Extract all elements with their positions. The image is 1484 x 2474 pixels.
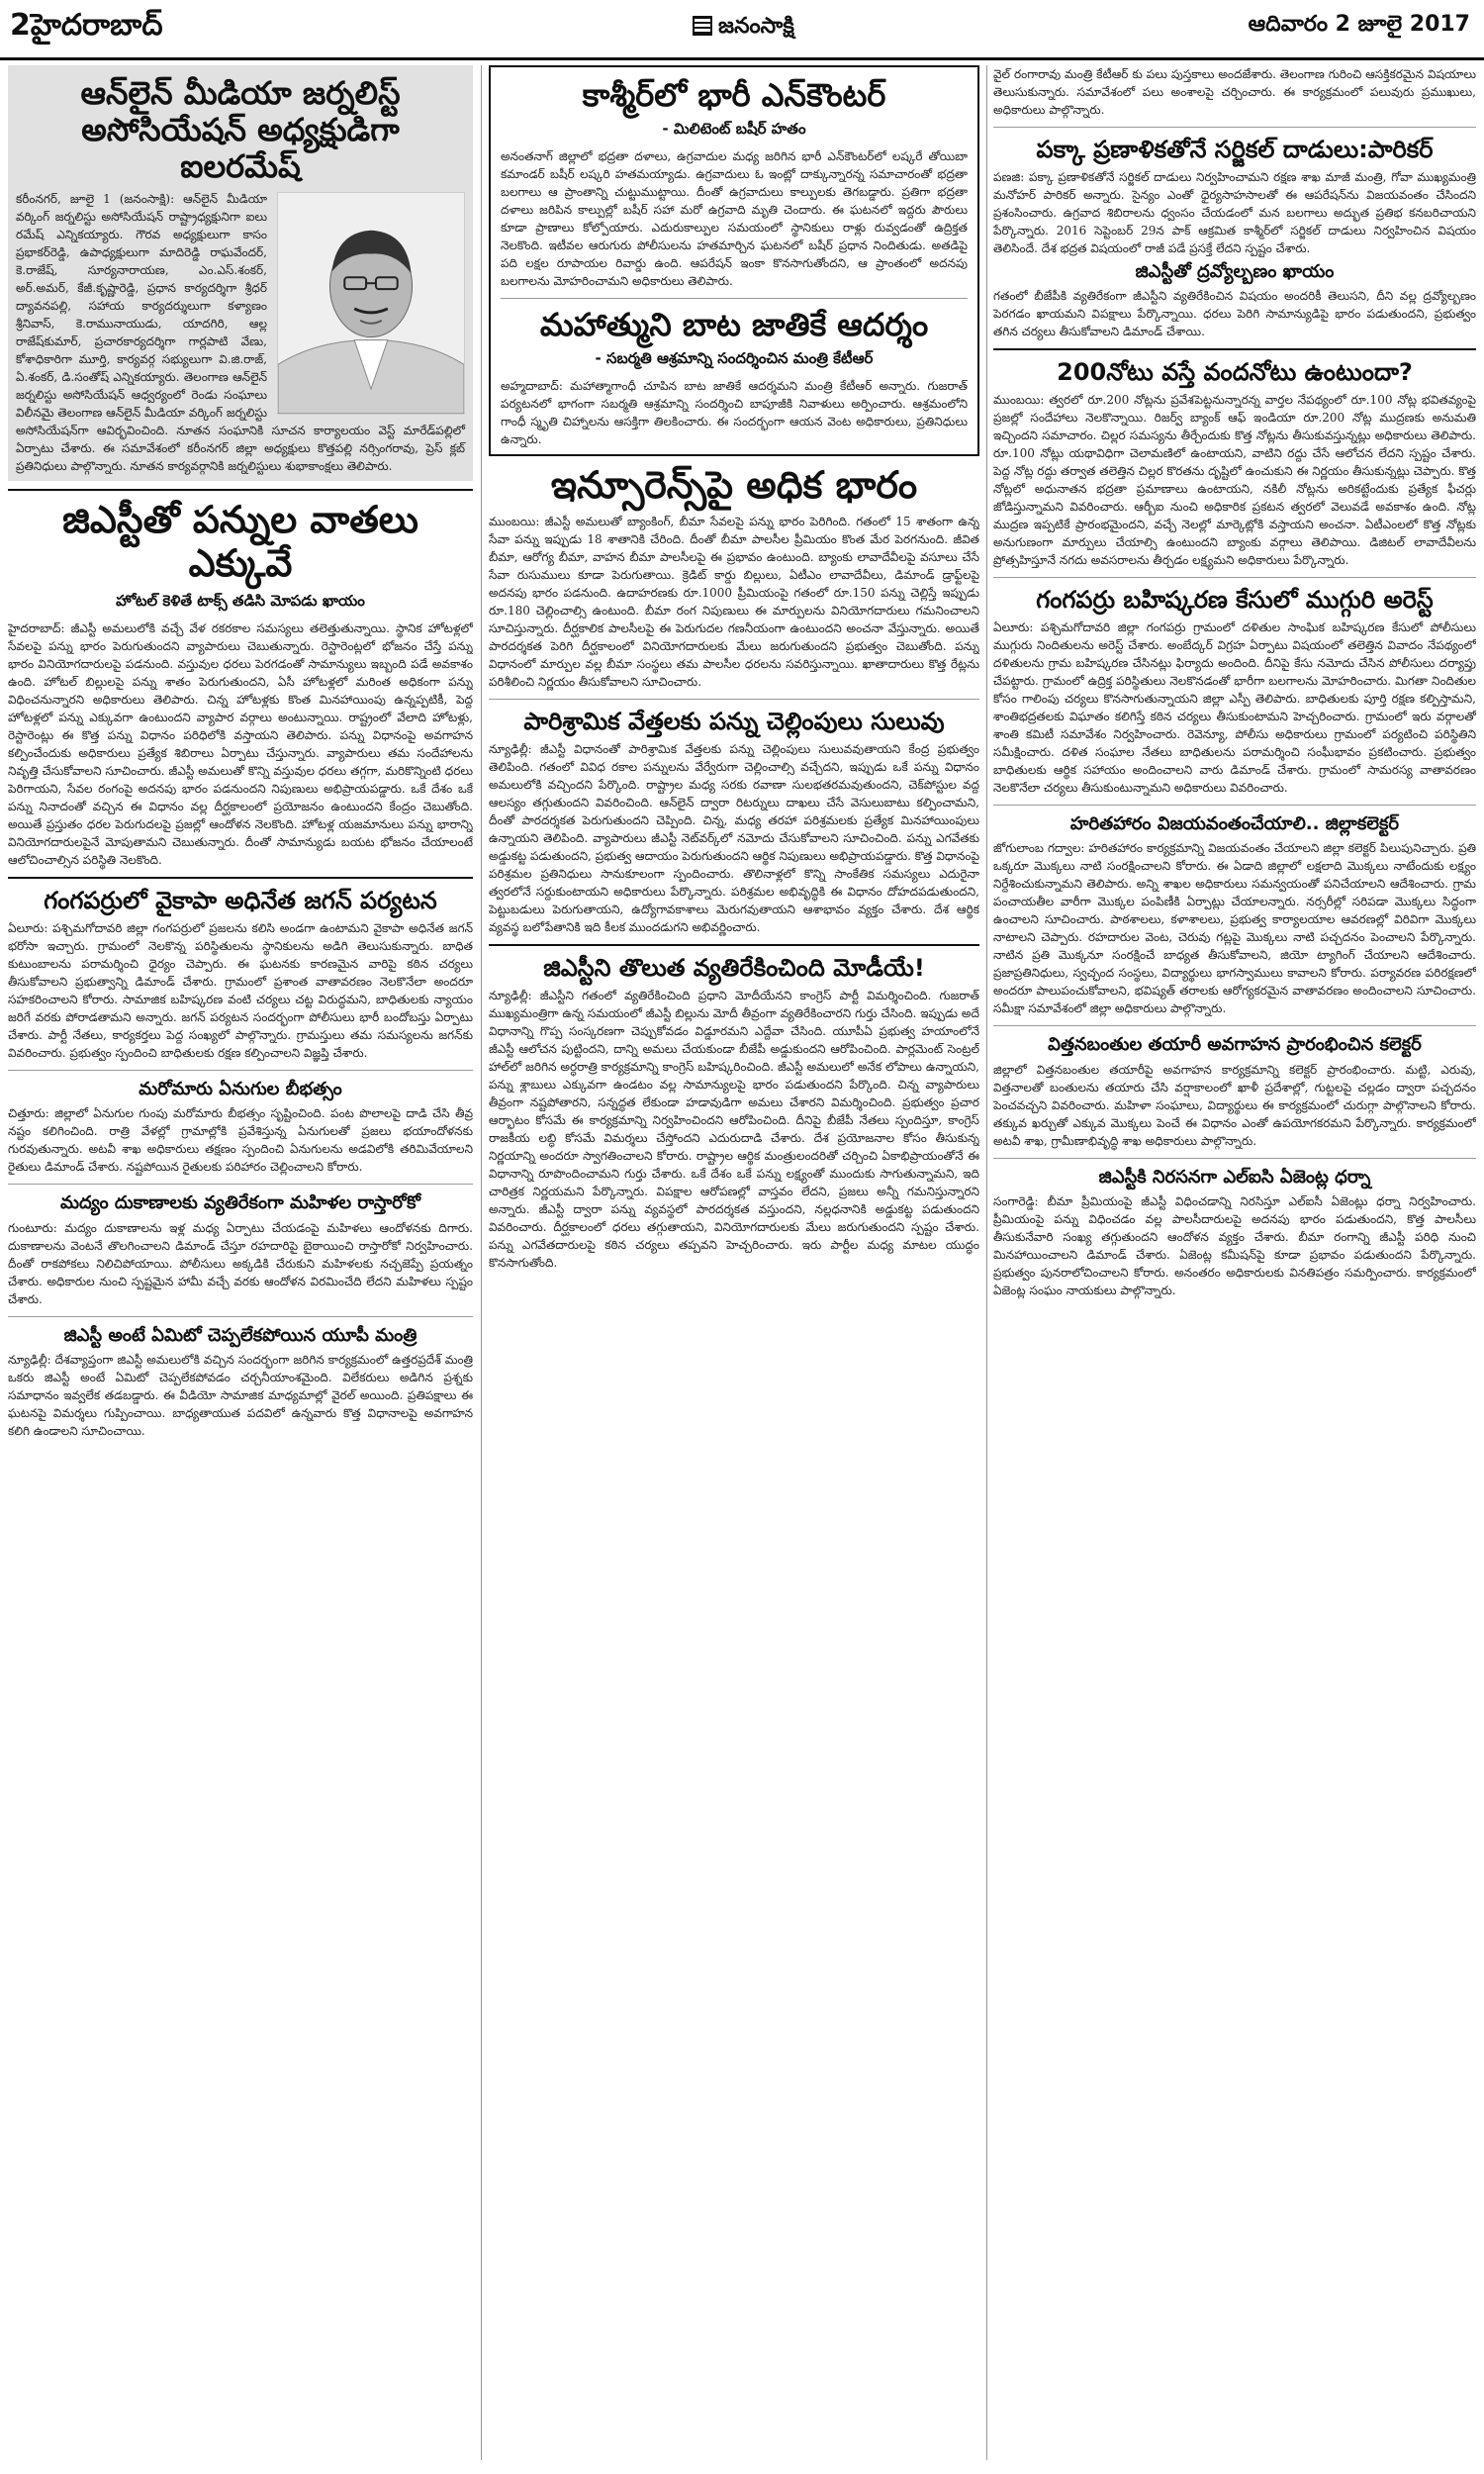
divider <box>8 1184 473 1185</box>
article-ramesh <box>8 65 473 481</box>
headline: జిఎస్టీతో పన్నుల వాతలు ఎక్కువే <box>62 498 418 586</box>
article-200-note <box>993 358 1476 569</box>
headline: గంగపర్రు బహిష్కరణ కేసులో ముగ్గురి అరెస్ట్ <box>1036 586 1434 615</box>
headline: జిఎస్టీకి నిరసనగా ఎల్ఐసి ఏజెంట్ల ధర్నా <box>1098 1166 1371 1188</box>
headline: పారిశ్రామిక వేత్తలకు పన్ను చెల్లింపులు సులువు <box>523 708 945 736</box>
article-body: గుంటూరు: మద్యం దుకాణాలను ఇళ్ల మధ్య ఏర్పాటు చేయడంపై మహిళలు ఆందోళనకు దిగారు. దుకాణాలను వెంటనే తొలగించాలని డిమాండ్ చేస్తూ రహదారిపై బైఠాయించి రాస్తారోకో నిర్వహించారు. దీంతో రాకపోకలు నిలిచిపోయాయి. పోలీసులు అక్కడికి చేరుకుని మహిళలకు నచ్చజెప్పే ప్రయత్నం చేశారు. అధికారుల నుంచి స్పష్టమైన హామీ వచ్చే వరకు ఆందోళన విరమించేది లేదని మహిళలు స్పష్టం చేశారు. <box>8 1220 473 1306</box>
paper-name-text: జనంసాక్షి <box>718 14 794 39</box>
portrait-image <box>278 193 464 414</box>
paper-logo-icon <box>693 16 712 36</box>
divider <box>501 298 968 299</box>
article-body: సంగారెడ్డి: బీమా ప్రీమియంపై జీఎస్టీ విధించడాన్ని నిరసిస్తూ ఎల్ఐసీ ఏజెంట్లు ధర్నా నిర్వహించారు. ప్రీమియంపై పన్ను విధించడం వల్ల పాలసీదారులపై అదనపు భారం పడుతుందని, కొత్త పాలసీలు తీసుకునేవారి సంఖ్య తగ్గుతుందని ఆందోళన వ్యక్తం చేశారు. బీమా రంగాన్ని జీఎస్టీ పరిధి నుంచి మినహాయించాలని డిమాండ్ చేశారు. ఏజెంట్ల కమీషన్‌పై కూడా ప్రభావం పడుతుందని పేర్కొన్నారు. ప్రభుత్వం పునరాలోచించాలని కోరారు. అనంతరం అధికారులకు వినతిపత్రం సమర్పించారు. కార్యక్రమంలో ఏజెంట్ల సంఘం నాయకులు పాల్గొన్నారు. <box>993 1194 1476 1298</box>
right-column <box>993 65 1476 2460</box>
headline: పక్కా ప్రణాళికతోనే సర్జికల్ దాడులు:పారికర్ <box>1036 136 1434 163</box>
article-body: వైల్ రంగారావు మంత్రి కేటీఆర్ కు పలు పుస్తకాలు అందజేశారు. తెలంగాణ గురించి ఆసక్తికరమైన విషయాలు తెలుసుకున్నారు. సమావేశంలో పలు అంశాలపై చర్చించారు. ఈ కార్యక్రమంలో పలువురు ప్రముఖులు, అధికారులు పాల్గొన్నారు. <box>993 67 1476 117</box>
article-modi-gst <box>489 954 979 1272</box>
article-industry <box>489 708 979 936</box>
article-body: న్యూఢిల్లీ: జీఎస్టీని గతంలో వ్యతిరేకించింది ప్రధాని మోదీయేనని కాంగ్రెస్ పార్టీ విమర్శించింది. గుజరాత్ ముఖ్యమంత్రిగా ఉన్న సమయంలో జీఎస్టీ బిల్లును మోదీ తీవ్రంగా వ్యతిరేకించారని గుర్తు చేసింది. ఇప్పుడు అదే విధానాన్ని గొప్ప సంస్కరణగా చెప్పుకోవడం విడ్డూరమని ఎద్దేవా చేసింది. యూపీఏ ప్రభుత్వ హయాంలోనే జీఎస్టీ ఆలోచన పుట్టిందని, దాన్ని అమలు చేయకుండా బీజేపీ అడ్డుకుందని ఆరోపించింది. పార్లమెంట్ సెంట్రల్ హాల్‌లో జరిగిన అర్ధరాత్రి కార్యక్రమాన్ని కాంగ్రెస్ బహిష్కరించింది. జీఎస్టీ అమలులో అనేక లోపాలు ఉన్నాయని, పన్ను శ్లాబులు ఎక్కువగా ఉండటం వల్ల సామాన్యులపై భారం పడుతుందని పేర్కొంది. చిన్న వ్యాపారులు తీవ్రంగా నష్టపోతారని, సన్నద్ధత లేకుండా హడావుడిగా అమలు చేశారని విమర్శించింది. ప్రభుత్వం ప్రచార ఆర్భాటం కోసమే ఈ కార్యక్రమాన్ని నిర్వహించిందని ఆరోపించింది. దీనిపై బీజేపీ నేతలు స్పందిస్తూ, కాంగ్రెస్ రాజకీయ లబ్ధి కోసమే విమర్శలు చేస్తోందని ఎదురుదాడి చేశారు. దేశ ప్రయోజనాల కోసం తీసుకున్న నిర్ణయాన్ని అందరూ స్వాగతించాలని కోరారు. రాష్ట్రాల ఆర్థిక మంత్రులందరితో చర్చించి ఏకాభిప్రాయంతోనే ఈ విధానాన్ని రూపొందించామని గుర్తు చేశారు. ఒకే దేశం ఒకే పన్ను లక్ష్యంతో ముందుకు సాగుతున్నామని, ఇది చారిత్రక నిర్ణయమని పేర్కొన్నారు. విపక్షాల ఆరోపణల్లో వాస్తవం లేదని, ప్రజలు అన్నీ గమనిస్తున్నారని అన్నారు. జీఎస్టీ ద్వారా పన్ను వ్యవస్థలో పారదర్శకత వస్తుందని, నల్లధనానికి అడ్డుకట్ట పడుతుందని వివరించారు. దీర్ఘకాలంలో ధరలు తగ్గుతాయని, వినియోగదారులకు మేలు జరుగుతుందని స్పష్టం చేశారు. పన్ను ఎగవేతదారులపై కఠిన చర్యలు తప్పవని హెచ్చరించారు. ఇరు పార్టీల మధ్య మాటల యుద్ధం కొనసాగుతోంది. <box>489 988 979 1270</box>
page-label: 2హైదరాబాద్ <box>10 8 163 43</box>
divider <box>993 348 1476 350</box>
divider <box>993 577 1476 578</box>
headline: జిఎస్టీతో ద్రవ్యోల్బణం ఖాయం <box>1135 260 1335 282</box>
headline: మరోమారు ఏనుగుల బీభత్సం <box>139 1078 342 1099</box>
article-body: చిత్తూరు: జిల్లాలో ఏనుగుల గుంపు మరోమారు బీభత్సం సృష్టించింది. పంట పొలాలపై దాడి చేసి తీవ్ర నష్టం కలిగించింది. రాత్రి వేళల్లో గ్రామాల్లోకి ప్రవేశిస్తున్న ఏనుగులతో ప్రజలు భయాందోళనకు గురవుతున్నారు. అటవీ శాఖ అధికారులు తక్షణం స్పందించి ఏనుగులను అడవిలోకి తరిమివేయాలని రైతులు డిమాండ్ చేశారు. నష్టపోయిన రైతులకు పరిహారం చెల్లించాలని కోరారు. <box>8 1106 473 1175</box>
paper-name <box>693 14 794 44</box>
article-haritha-haram <box>993 813 1476 1018</box>
headline: 200నోటు వస్తే వందనోటు ఉంటుందా? <box>1057 358 1413 387</box>
article-body: జిల్లాలో విత్తనబంతుల తయారీపై అవగాహన కార్యక్రమాన్ని కలెక్టర్ ప్రారంభించారు. మట్టి, ఎరువు, విత్తనాలతో బంతులను తయారు చేసి వర్షాకాలంలో ఖాళీ ప్రదేశాల్లో, గుట్టలపై చల్లడం ద్వారా పచ్చదనం పెంచవచ్చని వివరించారు. మహిళా సంఘాలు, విద్యార్థులు ఈ కార్యక్రమంలో చురుగ్గా పాల్గొనాలని కోరారు. తక్కువ ఖర్చుతో ఎక్కువ మొక్కలు పెంచే ఈ విధానం ఎంతో ఉపయోగకరమని పేర్కొన్నారు. కార్యక్రమంలో అటవీ శాఖ, గ్రామీణాభివృద్ధి శాఖ అధికారులు పాల్గొన్నారు. <box>993 1062 1476 1148</box>
column-divider <box>986 65 987 2460</box>
article-body: హైదరాబాద్: జీఎస్టీ అమలులోకి వచ్చే వేళ రకరకాల సమస్యలు తలెత్తుతున్నాయి. స్థానిక హోటళ్లలో సేవలపై పన్ను భారం పెరుగుతుందని వ్యాపారులు చెబుతున్నారు. రెస్టారెంట్లలో భోజనం చేస్తే పన్ను భారం వినియోగదారులపై పడనుంది. వస్తువుల ధరలు పెరగడంతో సామాన్యులు ఇబ్బంది పడే అవకాశం ఉంది. హోటల్ బిల్లులపై పన్ను శాతం పెరుగుతుందని, ఏసీ హోటళ్లలో మరింత అధికంగా పన్ను విధించనున్నారని అధికారులు తెలిపారు. చిన్న హోటళ్లకు కొంత మినహాయింపు ఉన్నప్పటికీ, పెద్ద హోటళ్లలో పన్ను ఎక్కువగా ఉంటుందని వ్యాపార వర్గాలు అంటున్నాయి. రాష్ట్రంలో వేలాది హోటళ్లు, రెస్టారెంట్లు ఈ కొత్త పన్ను విధానం పరిధిలోకి వస్తాయని తెలిపారు. పన్ను విధానంపై అవగాహన కల్పించేందుకు అధికారులు ప్రత్యేక శిబిరాలు ఏర్పాటు చేస్తున్నారు. వ్యాపారులు తమ సందేహాలను నివృత్తి చేసుకోవాలని సూచించారు. జీఎస్టీ అమలుతో కొన్ని వస్తువుల ధరలు తగ్గగా, మరికొన్నింటి ధరలు పెరిగాయని, సేవల రంగంపై అదనపు భారం పడనుందని నిపుణులు అభిప్రాయపడ్డారు. ఒకే దేశం ఒకే పన్ను నినాదంతో వచ్చిన ఈ విధానం వల్ల దీర్ఘకాలంలో ప్రయోజనం ఉంటుందని కేంద్రం చెబుతోంది. అయితే ప్రస్తుతం ధరల పెరుగుదలపై ప్రజల్లో ఆందోళన నెలకొంది. హోటళ్ల యజమానులు పన్ను భారాన్ని వినియోగదారులపైనే మోపుతామని చెబుతున్నారు. దీంతో సామాన్యుడు బయట భోజనం చేయాలంటే ఆలోచించాల్సిన పరిస్థితి నెలకొంది. <box>8 620 473 867</box>
subheadline: - సబర్మతి ఆశ్రమాన్ని సందర్శించిన మంత్రి కేటీఆర్ <box>595 348 874 367</box>
article-kashmir <box>501 77 968 290</box>
article-continuation <box>993 65 1476 119</box>
article-body: ఏలూరు: పశ్చిమగోదావరి జిల్లా గంగపర్రు గ్రామంలో దళితుల సాంఘిక బహిష్కరణ కేసులో పోలీసులు ముగ్గురు నిందితులను అరెస్ట్ చేశారు. అంబేద్కర్ విగ్రహ ఏర్పాటు విషయంలో తలెత్తిన వివాదం నేపథ్యంలో దళితులను గ్రామ బహిష్కరణ చేసినట్లు ఫిర్యాదు అందింది. దీనిపై కేసు నమోదు చేసిన పోలీసులు దర్యాప్తు చేపట్టారు. గ్రామంలో ఉద్రిక్త పరిస్థితులు నెలకొనడంతో భారీగా బలగాలను మోహరించారు. మిగతా నిందితుల కోసం గాలింపు చర్యలు కొనసాగుతున్నాయని జిల్లా ఎస్పీ తెలిపారు. బాధితులకు పూర్తి రక్షణ కల్పిస్తామని, శాంతిభద్రతలకు విఘాతం కలిగిస్తే కఠిన చర్యలు తీసుకుంటామని హెచ్చరించారు. గ్రామంలో ఇరు వర్గాలతో శాంతి కమిటీ సమావేశం నిర్వహించారు. రెవెన్యూ, పోలీసు అధికారులు గ్రామంలో పర్యటించి పరిస్థితిని సమీక్షించారు. దళిత సంఘాల నేతలు బాధితులను పరామర్శించి సంఘీభావం ప్రకటించారు. ప్రభుత్వం బాధితులకు ఆర్థిక సహాయం అందించాలని వారు డిమాండ్ చేశారు. గ్రామంలో సామరస్య వాతావరణం నెలకొనేలా చర్యలు తీసుకుంటున్నామని అధికారులు వివరించారు. <box>993 619 1476 795</box>
headline: విత్తనబంతుల తయారీ అవగాహన ప్రారంభించిన కలెక్టర్ <box>1048 1034 1422 1056</box>
headline: ఇన్సూరెన్స్‌పై అధిక భారం <box>550 462 918 507</box>
article-body: న్యూఢిల్లీ: దేశవ్యాప్తంగా జిఎస్టీ అమలులోకి వచ్చిన సందర్భంగా జరిగిన కార్యక్రమంలో ఉత్తరప్రదేశ్ మంత్రి ఒకరు జిఎస్టీ అంటే ఏమిటో చెప్పలేకపోవడం చర్చనీయాంశమైంది. విలేకరులు అడిగిన ప్రశ్నకు సమాధానం ఇవ్వలేక తడబడ్డారు. ఈ వీడియో సామాజిక మాధ్యమాల్లో వైరల్ అయింది. ప్రతిపక్షాలు ఈ ఘటనపై విమర్శలు గుప్పించాయి. బాధ్యతాయుత పదవిలో ఉన్నవారు కొత్త విధానాలపై అవగాహన కలిగి ఉండాలని సూచించాయి. <box>8 1353 473 1439</box>
headline: ఆన్‌లైన్ మీడియా జర్నలిస్ట్ అసోసియేషన్ అధ్యక్షుడిగా ఐలరమేష్ <box>80 74 401 185</box>
article-body: ముంబయి: జీఎస్టీ అమలుతో బ్యాంకింగ్, బీమా సేవలపై పన్ను భారం పెరిగింది. గతంలో 15 శాతంగా ఉన్న సేవా పన్ను ఇప్పుడు 18 శాతానికి చేరింది. దీంతో బీమా పాలసీల ప్రీమియం కొంత మేర పెరగనుంది. జీవిత బీమా, ఆరోగ్య బీమా, వాహన బీమా పాలసీలపై ఈ ప్రభావం ఉంటుంది. బ్యాంకు లావాదేవీలపై వసూలు చేసే సేవా రుసుములు కూడా పెరుగుతాయి. క్రెడిట్ కార్డు బిల్లులు, ఏటీఎం లావాదేవీలు, డిమాండ్ డ్రాఫ్ట్‌లపై అదనపు భారం పడనుంది. ఉదాహరణకు రూ.1000 ప్రీమియంపై గతంలో రూ.150 పన్ను చెల్లిస్తే ఇప్పుడు రూ.180 చెల్లించాల్సి ఉంటుంది. బీమా రంగ నిపుణులు ఈ మార్పులను వినియోగదారులు గమనించాలని సూచిస్తున్నారు. దీర్ఘకాలిక పాలసీలపై ఈ పెరుగుదల గణనీయంగా ఉంటుందని అంచనా వేస్తున్నారు. అయితే పారదర్శకత పెరిగి దీర్ఘకాలంలో వినియోగదారులకు మేలు జరుగుతుందని ప్రభుత్వం చెబుతోంది. పన్ను విధానంలో మార్పుల వల్ల బీమా సంస్థలు తమ పాలసీల ధరలను సవరిస్తున్నాయి. ఖాతాదారులు కొత్త రేట్లను పరిశీలించి నిర్ణయం తీసుకోవాలని సూచించారు. <box>489 515 979 690</box>
divider <box>8 1316 473 1317</box>
divider <box>8 1070 473 1071</box>
article-gst-hotels <box>8 499 473 868</box>
article-jagan <box>8 887 473 1062</box>
article-body: అనంతనాగ్ జిల్లాలో భద్రతా దళాలు, ఉగ్రవాదుల మధ్య జరిగిన భారీ ఎన్‌కౌంటర్‌లో లష్కరే తోయిబా కమాండర్ బషీర్ లష్కరి హతమయ్యాడు. ఉగ్రవాదులు ఓ ఇంట్లో దాక్కున్నారన్న సమాచారంతో భద్రతా బలగాలు ఆ ప్రాంతాన్ని చుట్టుముట్టాయి. దీంతో ఉగ్రవాదులు కాల్పులకు తెగబడ్డారు. ప్రతిగా భద్రతా దళాలు జరిపిన కాల్పుల్లో బషీర్ సహా మరో ఉగ్రవాది మృతి చెందారు. ఈ ఘటనలో ఇద్దరు పౌరులు కూడా ప్రాణాలు కోల్పోయారు. ఎదురుకాల్పుల సమయంలో స్థానికులు రాళ్లు రువ్వడంతో ఉద్రిక్తత నెలకొంది. ఇటీవల ఆరుగురు పోలీసులను హతమార్చిన ఘటనలో బషీర్ ప్రధాన నిందితుడు. అతడిపై పది లక్షల రూపాయల రివార్డు ఉంది. ఆపరేషన్ ఇంకా కొనసాగుతోందని, ఆ ప్రాంతంలో అదనపు బలగాలను మోహరించామని అధికారులు తెలిపారు. <box>501 148 968 288</box>
column-divider <box>481 65 482 2460</box>
divider <box>993 1025 1476 1026</box>
divider <box>489 699 979 700</box>
headline: మహాత్ముని బాట జాతికే ఆదర్శం <box>539 305 929 343</box>
article-ktr-sabarmati <box>501 307 968 448</box>
masthead-rule <box>0 57 1484 60</box>
divider <box>8 877 473 879</box>
article-body: కరీంనగర్, జూలై 1 (జనంసాక్షి): ఆన్‌లైన్ మీడియా వర్కింగ్ జర్నలిస్టు అసోసియేషన్ రాష్ట్రాధ్యక్షునిగా ఐలు రమేష్ ఎన్నికయ్యారు. గౌరవ అధ్యక్షులుగా కాసం ప్రభాకర్‌రెడ్డి, ఉపాధ్యక్షులుగా మాదిరెడ్డి రాఘవేందర్, కె.రాజేష్, సూర్యనారాయణ, ఎం.ఎస్.శంకర్, అర్.అమర్, కేజీ.కృష్ణారెడ్డి, ప్రధాన కార్యదర్శిగా శ్రీధర్ ద్యావనపల్లి, సహాయ కార్యదర్శులుగా కళ్యాణం శ్రీనివాస్, కె.రామునాయుడు, యాదగిరి, ఆల్ల రాజేష్‌కుమార్, ప్రచారకార్యదర్శిగా గార్లపాటి వేణు, కోశాధికారిగా మూర్తి, కార్యవర్గ సభ్యులుగా వి.జి.రాజ్, ఏ.శంకర్, డి.సంతోష్ ఎన్నికయ్యారు. తెలంగాణ ఆన్‌లైన్ జర్నలిస్టు అసోసియేషన్ ఆధ్వర్యంలో రెండు సంఘాలు విలీనమై తెలంగాణ ఆన్‌లైన్ మీడియా వర్కింగ్ జర్నలిస్టు అసోసియేషన్‌గా ఆవిర్భవించింది. నూతన సంఘానికి సూచన కార్యాలయం వెస్ట్ మారేడ్‌పల్లిలో ఏర్పాటు చేశారు. ఈ సమావేశంలో కరీంనగర్ జిల్లా అధ్యక్షులు కొత్తపల్లి నర్సింగరావు, ప్రెస్ క్లబ్ ప్రతినిధులు పాల్గొన్నారు. నూతన కార్యవర్గానికి జర్నలిస్టులు శుభాకాంక్షలు తెలిపారు. <box>16 192 465 474</box>
headline: జిఎస్టీని తొలుత వ్యతిరేకించింది మోడీయే! <box>543 954 925 983</box>
article-body: జోగులాంబ గద్వాల: హరితహారం కార్యక్రమాన్ని విజయవంతం చేయాలని జిల్లా కలెక్టర్ పిలుపునిచ్చారు. ప్రతి ఒక్కరూ మొక్కలు నాటి సంరక్షించాలని కోరారు. ఈ ఏడాది జిల్లాలో లక్షలాది మొక్కలు నాటేందుకు లక్ష్యం నిర్దేశించుకున్నామని తెలిపారు. అన్ని శాఖల అధికారులు సమన్వయంతో పనిచేయాలని ఆదేశించారు. గ్రామ పంచాయతీల వారీగా మొక్కల పంపిణీకి ఏర్పాట్లు చేయాలన్నారు. నర్సరీల్లో సరిపడా మొక్కలు సిద్ధంగా ఉంచాలని సూచించారు. పాఠశాలలు, కళాశాలలు, ప్రభుత్వ కార్యాలయాల ఆవరణల్లో విరివిగా మొక్కలు నాటాలని చెప్పారు. రహదారుల వెంట, చెరువు గట్లపై మొక్కలు నాటి పచ్చదనం పెంచాలని పేర్కొన్నారు. నాటిన ప్రతి మొక్కనూ సంరక్షించే బాధ్యత తీసుకోవాలని, జియో ట్యాగింగ్ చేయాలని ఆదేశించారు. ప్రజాప్రతినిధులు, స్వచ్ఛంద సంస్థలు, విద్యార్థులు భాగస్వాములు కావాలని కోరారు. పర్యావరణ పరిరక్షణలో అందరూ పాలుపంచుకోవాలని, భవిష్యత్ తరాలకు ఆరోగ్యకరమైన వాతావరణం అందించాలని సూచించారు. సమీక్షా సమావేశంలో జిల్లా అధికారులు పాల్గొన్నారు. <box>993 841 1476 1016</box>
divider <box>993 127 1476 128</box>
article-gangaparru-arrest <box>993 586 1476 797</box>
article-lic-dharna <box>993 1167 1476 1300</box>
headline: కాశ్మీర్‌లో భారీ ఎన్‌కౌంటర్ <box>582 76 886 114</box>
article-liquor-protest <box>8 1192 473 1308</box>
headline: మద్యం దుకాణాలకు వ్యతిరేకంగా మహిళల రాస్తారోకో <box>59 1192 421 1214</box>
article-body: న్యూఢిల్లీ: జీఎస్టీ విధానంతో పారిశ్రామిక వేత్తలకు పన్ను చెల్లింపులు సులువవుతాయని కేంద్ర ప్రభుత్వం తెలిపింది. గతంలో వివిధ రకాల పన్నులను వేర్వేరుగా చెల్లించాల్సి వచ్చేదని, ఇప్పుడు ఒకే పన్ను విధానం అమలులోకి వచ్చిందని పేర్కొంది. రాష్ట్రాల మధ్య సరకు రవాణా సులభతరమవుతుందని, చెక్‌పోస్టుల వద్ద ఆలస్యం తగ్గుతుందని వివరించింది. ఆన్‌లైన్ ద్వారా రిటర్నులు దాఖలు చేసే వెసులుబాటు కల్పించామని, దీంతో పారదర్శకత పెరుగుతుందని చెప్పింది. చిన్న, మధ్య తరహా పరిశ్రమలకు ప్రత్యేక మినహాయింపులు ఉన్నాయని తెలిపింది. వ్యాపారులు జీఎస్టీ నెట్‌వర్క్‌లో నమోదు చేసుకోవాలని సూచించింది. పన్ను ఎగవేతకు అడ్డుకట్ట పడుతుందని, ప్రభుత్వ ఆదాయం పెరుగుతుందని ఆర్థిక నిపుణులు అభిప్రాయపడ్డారు. కొత్త విధానంపై పరిశ్రమల ప్రతినిధులు సానుకూలంగా స్పందించారు. తొలినాళ్లలో కొన్ని సాంకేతిక సమస్యలు ఎదురైనా త్వరలోనే సర్దుకుంటాయని అధికారులు పేర్కొన్నారు. పరిశ్రమల అభివృద్ధికి ఈ విధానం దోహదపడుతుందని, పెట్టుబడులు పెరుగుతాయని, ఉద్యోగావకాశాలు మెరుగవుతాయని ఆశాభావం వ్యక్తం చేశారు. దేశ ఆర్థిక వ్యవస్థ బలోపేతానికి ఇది కీలక ముందడుగని అభివర్ణించారు. <box>489 742 979 935</box>
headline: జిఎస్టీ అంటే ఏమిటో చెప్పలేకపోయిన యూపీ మంత్రి <box>63 1324 417 1346</box>
headline: గంగపర్రులో వైకాపా అధినేత జగన్ పర్యటన <box>44 886 437 914</box>
article-body: గతంలో బీజేపీకి వ్యతిరేకంగా జీఎస్టీని వ్యతిరేకించిన విషయం అందరికీ తెలుసని, దీని వల్ల ద్రవ్యోల్బణం పెరగడం ఖాయమని విపక్షాలు పేర్కొన్నాయి. ధరలు పెరిగి సామాన్యుడిపై భారం పడుతుందని, ప్రభుత్వం తగిన చర్యలు తీసుకోవాలని డిమాండ్ చేశాయి. <box>993 289 1476 339</box>
article-seed-balls <box>993 1034 1476 1150</box>
divider <box>8 489 473 491</box>
divider <box>489 944 979 946</box>
article-body: అహ్మదాబాద్: మహాత్మాగాంధీ చూపిన బాట జాతికే ఆదర్శమని మంత్రి కేటీఆర్ అన్నారు. గుజరాత్ పర్యటనలో భాగంగా సబర్మతి ఆశ్రమాన్ని సందర్శించి బాపూజీకి నివాళులు అర్పించారు. ఆశ్రమంలోని గాంధీ స్మృతి చిహ్నాలను ఆసక్తిగా తిలకించారు. ఈ సందర్భంగా ఆయన వెంట అధికారులు, ప్రతినిధులు ఉన్నారు. <box>501 378 968 446</box>
article-up-minister <box>8 1325 473 1441</box>
article-inflation <box>993 261 1476 341</box>
portrait-photo <box>277 192 465 415</box>
article-body: పణజి: పక్కా ప్రణాళికతోనే సర్జికల్ దాడులు నిర్వహించామని రక్షణ శాఖ మాజీ మంత్రి, గోవా ముఖ్యమంత్రి మనోహర్ పారికర్ అన్నారు. సైన్యం ఎంతో ధైర్యసాహసాలతో ఈ ఆపరేషన్‌ను విజయవంతం చేసిందని ప్రశంసించారు. ఉగ్రవాద శిబిరాలను ధ్వంసం చేయడంలో మన బలగాలు అద్భుత ప్రతిభ కనబరిచాయని పేర్కొన్నారు. 2016 సెప్టెంబర్ 29న పాక్ ఆక్రమిత కాశ్మీర్‌లో సర్జికల్ దాడులు నిర్వహించిన విషయం తెలిసిందే. దేశ భద్రత విషయంలో రాజీ పడే ప్రసక్తే లేదని స్పష్టం చేశారు. <box>993 169 1476 255</box>
article-body: ఏలూరు: పశ్చిమగోదావరి జిల్లా గంగపర్రులో ప్రజలను కలిసి అండగా ఉంటామని వైకాపా అధినేత జగన్ భరోసా ఇచ్చారు. గ్రామంలో నెలకొన్న పరిస్థితులను స్థానికులను అడిగి తెలుసుకున్నారు. బాధిత కుటుంబాలను పరామర్శించి ధైర్యం చెప్పారు. ఈ ఘటనకు కారణమైన వారిపై కఠిన చర్యలు తీసుకోవాలని ప్రభుత్వాన్ని డిమాండ్ చేశారు. గ్రామంలో ప్రశాంత వాతావరణం నెలకొనేలా అందరూ సహకరించాలని కోరారు. సామాజిక బహిష్కరణ వంటి చర్యలు చట్ట విరుద్ధమని, బాధితులకు న్యాయం జరిగే వరకు పోరాడతామని అన్నారు. జగన్ పర్యటన సందర్భంగా పోలీసులు భారీ బందోబస్తు ఏర్పాటు చేశారు. పార్టీ నేతలు, కార్యకర్తలు పెద్ద సంఖ్యలో పాల్గొన్నారు. గ్రామస్తులు తమ సమస్యలను జగన్‌కు వివరించారు. ప్రభుత్వం స్పందించి బాధితులకు రక్షణ కల్పించాలని విజ్ఞప్తి చేశారు. <box>8 920 473 1060</box>
boxed-stories <box>489 65 979 456</box>
subheadline: హోటల్ కెళితే టాక్స్ తడిసి మోపడు ఖాయం <box>116 591 365 610</box>
divider <box>993 1158 1476 1159</box>
article-body: ముంబయి: త్వరలో రూ.200 నోట్లను ప్రవేశపెట్టనున్నారన్న వార్తల నేపథ్యంలో రూ.100 నోట్ల భవితవ్యంపై ప్రజల్లో సందేహాలు నెలకొన్నాయి. రిజర్వ్ బ్యాంక్ ఆఫ్ ఇండియా రూ.200 నోట్ల ముద్రణకు అనుమతి ఇచ్చిందని సమాచారం. చిల్లర సమస్యను తీర్చేందుకు కొత్త నోట్లను తీసుకువస్తున్నట్లు అధికారులు తెలిపారు. రూ.100 నోట్లు యథావిధిగా చెలామణిలో ఉంటాయని, వాటిని రద్దు చేసే ఆలోచన లేదని స్పష్టం చేశారు. పెద్ద నోట్ల రద్దు తర్వాత తలెత్తిన చిల్లర కొరతను దృష్టిలో ఉంచుకుని ఈ నిర్ణయం తీసుకున్నట్లు చెప్పారు. కొత్త నోట్లలో అధునాతన భద్రతా ప్రమాణాలు ఉంటాయని, నకిలీ నోట్లను అరికట్టేందుకు ప్రత్యేక ఫీచర్లు జోడిస్తున్నామని వివరించారు. ఆర్బీఐ నుంచి అధికారిక ప్రకటన త్వరలో వెలువడే అవకాశం ఉంది. నోట్ల ముద్రణ ఇప్పటికే ప్రారంభమైందని, వచ్చే నెలల్లో మార్కెట్లోకి వస్తాయని అంచనా. ఏటీఎంలలో కొత్త నోట్లకు అనుగుణంగా మార్పులు చేయాల్సి ఉంటుందని బ్యాంకు వర్గాలు తెలిపాయి. డిజిటల్ లావాదేవీలను ప్రోత్సహిస్తూనే నగదు అవసరాలను తీర్చడం లక్ష్యమని అధికారులు పేర్కొన్నారు. <box>993 393 1476 568</box>
divider <box>993 805 1476 806</box>
headline: హరితహారం విజయవంతంచేయాలి.. జిల్లాకలెక్టర్ <box>1069 812 1400 834</box>
issue-date: ఆదివారం 2 జూలై 2017 <box>1248 12 1470 37</box>
article-elephants <box>8 1079 473 1177</box>
article-insurance <box>489 464 979 692</box>
article-parrikar <box>993 136 1476 257</box>
subheadline: - మిలిటెంట్ బషీర్ హతం <box>662 119 806 138</box>
masthead <box>0 0 1484 61</box>
middle-column <box>489 65 979 2460</box>
left-column <box>8 65 473 2460</box>
